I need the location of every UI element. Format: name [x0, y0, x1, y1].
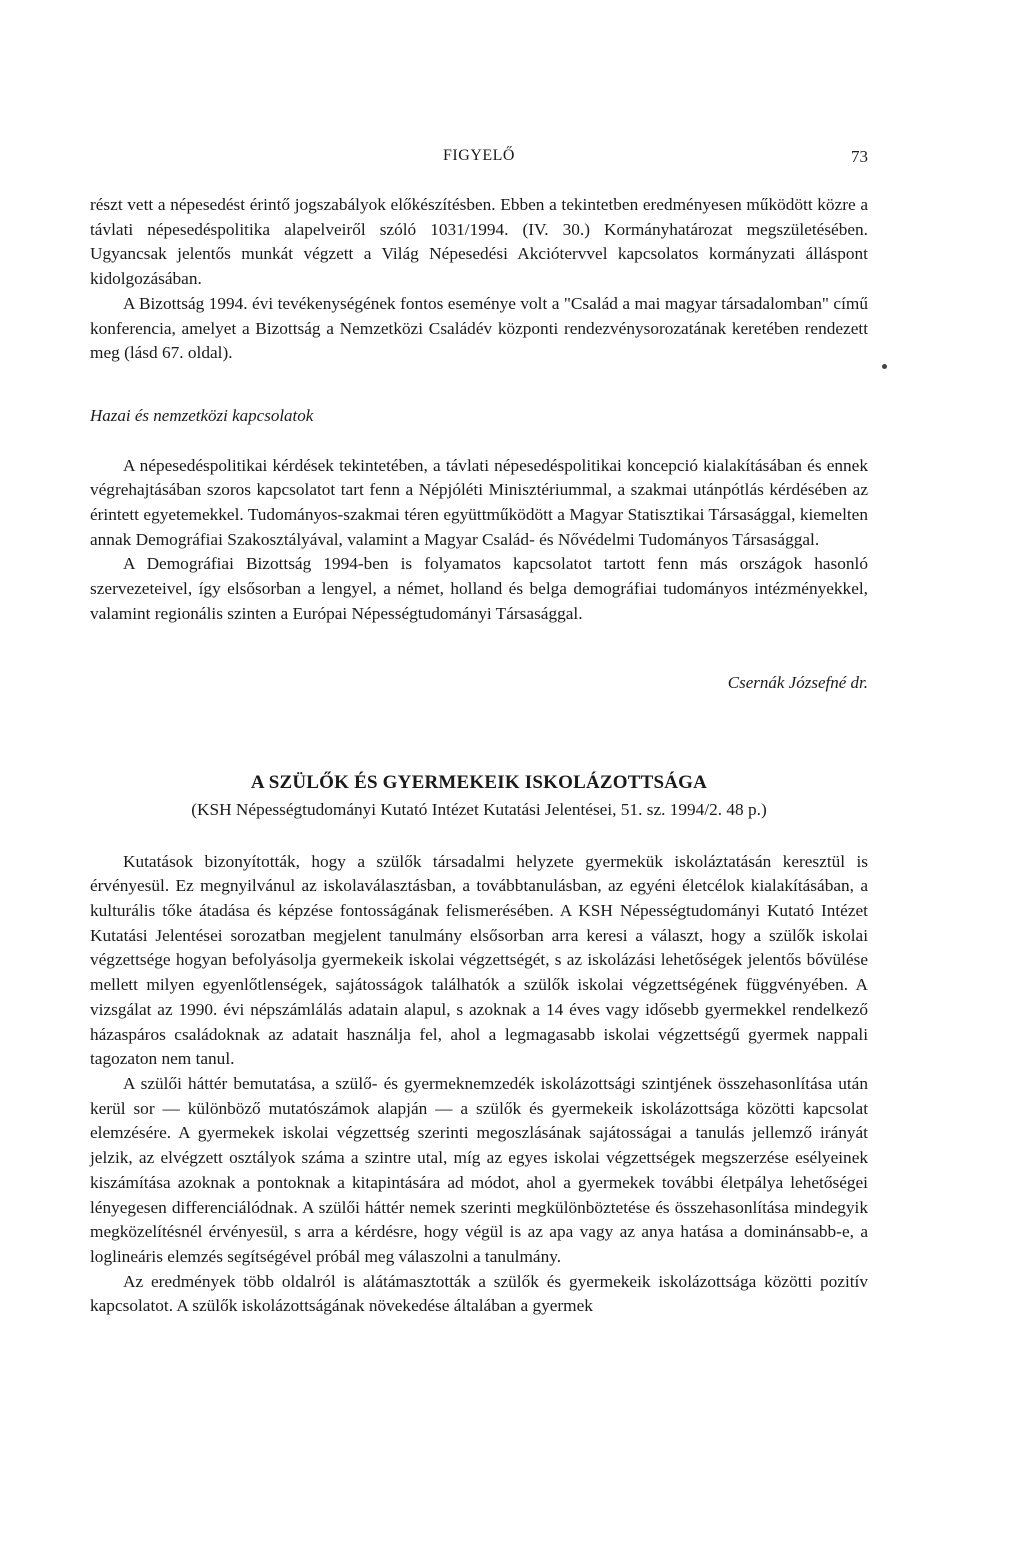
paragraph: A Bizottság 1994. évi tevékenységének fontos eseménye volt a "Család a mai magyar társadalomban" című konferencia, amelyet a Bizottság a Nemzetközi Családév központi rendezvénysorozatának keretében rendezett meg (lásd 67. oldal).: [90, 293, 868, 363]
paragraph: Kutatások bizonyították, hogy a szülők társadalmi helyzete gyermekük iskoláztatásán keresztül is érvényesül. Ez megnyilvánul az iskolaválasztásban, a továbbtanulásban, az egyéni életcélok kialakításában, a kulturális tőke átadása és képzése fontosságának felismerésében. A KSH Népességtudományi Kutató Intézet Kutatási Jelentései sorozatban megjelent tanulmány elsősorban arra keresi a választ, hogy a szülők iskolai végzettsége hogyan befolyásolja gyermekeik iskolai végzettségét, s az iskolázási lehetőségek jelentős bővülése mellett milyen egyenlőtlenségek, sajátosságok találhatók a szülők iskolai végzettségének függvényében. A vizsgálat az 1990. évi népszámlálás adatain alapul, s azoknak a 14 éves vagy idősebb gyermekkel rendelkező házaspáros családoknak az adatait használja fel, ahol a legmagasabb iskolai végzettségű gyermek nappali tagozaton nem tanul.: [90, 851, 868, 1069]
section-heading: Hazai és nemzetközi kapcsolatok: [90, 405, 314, 425]
paragraph: Az eredmények több oldalról is alátámasztották a szülők és gyermekeik iskolázottsága közötti pozitív kapcsolatot. A szülők iskolázottságának növekedése általában a gyermek: [90, 1271, 868, 1316]
body-text: [90, 193, 868, 1319]
print-speck: [882, 364, 887, 369]
article-title: A SZÜLŐK ÉS GYERMEKEIK ISKOLÁZOTTSÁGA: [250, 772, 708, 794]
paragraph: A szülői háttér bemutatása, a szülő- és gyermeknemzedék iskolázottsági szintjének összehasonlítása után kerül sor — különböző mutatószámok alapján — a szülők és gyermekeik iskolázottsága közötti kapcsolat elemzésére. A gyermekek iskolai végzettség szerinti megoszlásának sajátosságai a tanulás jellemző irányát jelzik, az elvégzett osztályok száma a szintre utal, míg az egyes iskolai végzettségek megszerzése esélyeinek kiszámítása azoknak a pontoknak a kitapintására ad módot, ahol a gyermekek további életpálya lehetőségei lényegesen differenciálódnak. A szülői háttér nemek szerinti megkülönböztetése és összehasonlítása mindegyik megközelítésnél érvényesül, s arra a kérdésre, hogy végül is az apa vagy az anya hatása a dominánsabb-e, a loglineáris elemzés segítségével próbál meg válaszolni a tanulmány.: [90, 1073, 868, 1266]
page-header: [90, 147, 868, 171]
paragraph: részt vett a népesedést érintő jogszabályok előkészítésben. Ebben a tekintetben eredményesen működött közre a távlati népesedéspolitika alapelveiről szóló 1031/1994. (IV. 30.) Kormányhatározat megszületésében. Ugyancsak jelentős munkát végzett a Világ Népesedési Akciótervvel kapcsolatos kormányzati álláspont kidolgozásában.: [90, 195, 868, 289]
paragraph: A népesedéspolitikai kérdések tekintetében, a távlati népesedéspolitikai koncepció kialakításában és ennek végrehajtásában szoros kapcsolatot tart fenn a Népjóléti Minisztériummal, a szakmai utánpótlás kérdésében az érintett egyetemekkel. Tudományos-szakmai téren együttműködött a Magyar Statisztikai Társasággal, kiemelten annak Demográfiai Szakosztályával, valamint a Magyar Család- és Nővédelmi Tudományos Társasággal.: [90, 455, 868, 549]
article-subtitle: (KSH Népességtudományi Kutató Intézet Kutatási Jelentései, 51. sz. 1994/2. 48 p.): [191, 799, 767, 819]
author-signature: Csernák Józsefné dr.: [727, 672, 868, 692]
paragraph: A Demográfiai Bizottság 1994-ben is folyamatos kapcsolatot tartott fenn más országok hasonló szervezeteivel, így elsősorban a lengyel, a német, holland és belga demográfiai tudományos intézményekkel, valamint regionális szinten a Európai Népességtudományi Társasággal.: [90, 554, 868, 623]
running-head: FIGYELŐ: [443, 147, 515, 164]
page-number: 73: [851, 147, 868, 166]
